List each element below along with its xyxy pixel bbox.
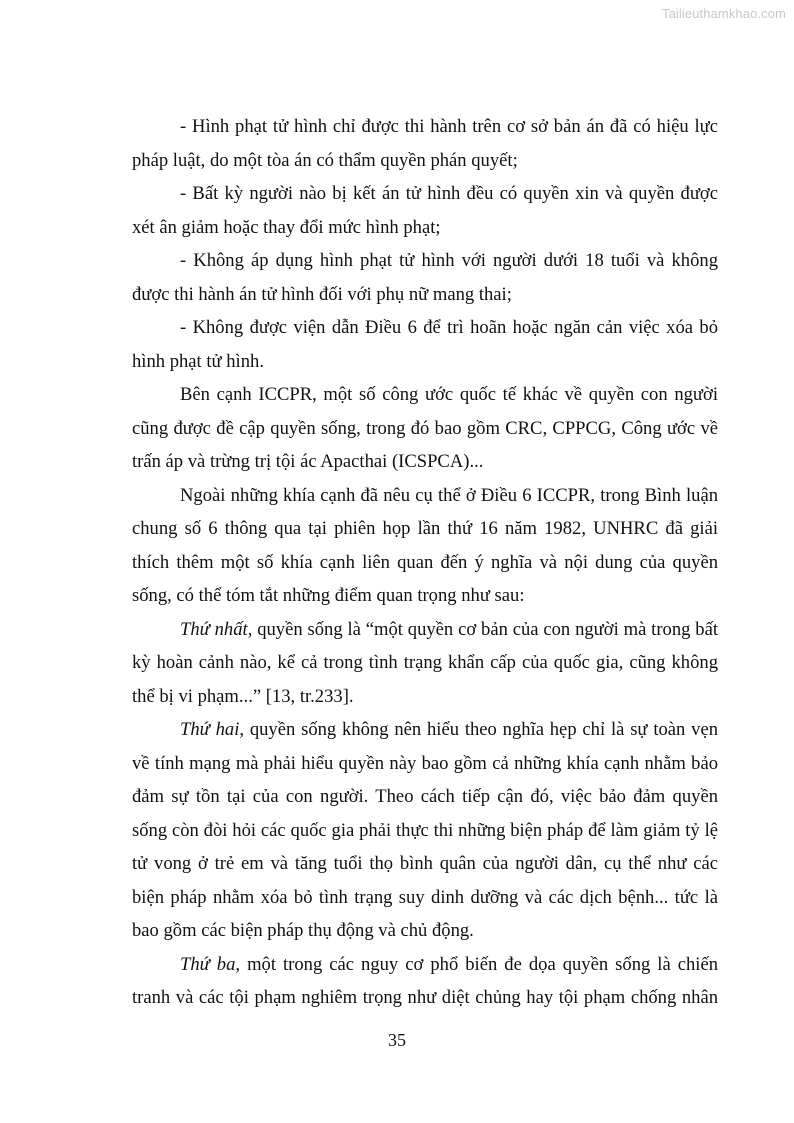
text-line: Bên cạnh ICCPR, một số công ước quốc tế khác về quyền con người xyxy=(180,384,718,405)
paragraph xyxy=(132,713,718,948)
text-line xyxy=(132,713,718,747)
text-line: sống còn đòi hỏi các quốc gia phải thực thi những biện pháp để làm giảm tỷ lệ xyxy=(132,819,718,841)
page-number: 35 xyxy=(388,1030,406,1050)
paragraph xyxy=(132,948,718,1015)
text-line: biện pháp nhằm xóa bỏ tình trạng suy dinh dưỡng và các dịch bệnh... tức là xyxy=(132,886,718,908)
text-line: tử vong ở trẻ em và tăng tuổi thọ bình quân của người dân, cụ thể như các xyxy=(132,853,718,874)
text-line: thích thêm một số khía cạnh liên quan đến ý nghĩa và nội dung của quyền xyxy=(132,551,718,573)
text-line: về tính mạng mà phải hiểu quyền này bao gồm cả những khía cạnh nhằm bảo xyxy=(132,752,718,774)
paragraph xyxy=(132,110,718,177)
text-line: tranh và các tội phạm nghiêm trọng như diệt chủng hay tội phạm chống nhân xyxy=(132,987,718,1008)
text-line xyxy=(132,613,718,647)
text-line: Ngoài những khía cạnh đã nêu cụ thể ở Điều 6 ICCPR, trong Bình luận xyxy=(180,484,718,506)
text-line: đảm sự tồn tại của con người. Theo cách tiếp cận đó, việc bảo đảm quyền xyxy=(132,786,718,807)
text-line-rest: một trong các nguy cơ phổ biến đe dọa quyền sống là chiến xyxy=(240,953,719,975)
text-line: xét ân giảm hoặc thay đổi mức hình phạt; xyxy=(132,216,441,238)
text-line: hình phạt tử hình. xyxy=(132,350,264,372)
text-line-rest: quyền sống là “một quyền cơ bản của con người mà trong bất xyxy=(252,618,718,640)
text-line xyxy=(132,948,718,982)
text-line: chung số 6 thông qua tại phiên họp lần thứ 16 năm 1982, UNHRC đã giải xyxy=(132,518,718,539)
paragraph xyxy=(132,378,718,479)
text-line: trấn áp và trừng trị tội ác Apacthai (ICSPCA)... xyxy=(132,451,484,472)
text-line: bao gồm các biện pháp thụ động và chủ động. xyxy=(132,920,474,941)
text-line: - Bất kỳ người nào bị kết án tử hình đều có quyền xin và quyền được xyxy=(180,183,718,204)
text-line: - Hình phạt tử hình chỉ được thi hành trên cơ sở bản án đã có hiệu lực xyxy=(180,116,718,137)
text-line: thể bị vi phạm...” [13, tr.233]. xyxy=(132,685,354,707)
text-line: sống, có thể tóm tắt những điểm quan trọng như sau: xyxy=(132,585,525,606)
paragraph xyxy=(132,479,718,613)
paragraph xyxy=(132,244,718,311)
text-line-rest: quyền sống không nên hiểu theo nghĩa hẹp chỉ là sự toàn vẹn xyxy=(244,719,718,740)
paragraph-lead: Thứ nhất, xyxy=(180,618,253,640)
paragraph xyxy=(132,613,718,714)
paragraph xyxy=(132,311,718,378)
text-line: kỳ hoàn cảnh nào, kể cả trong tình trạng khẩn cấp của quốc gia, cũng không xyxy=(132,652,718,673)
paragraph-lead: Thứ hai, xyxy=(180,719,245,740)
text-line: được thi hành án tử hình đối với phụ nữ mang thai; xyxy=(132,283,512,305)
text-line: pháp luật, do một tòa án có thẩm quyền phán quyết; xyxy=(132,149,518,171)
page-body xyxy=(132,110,718,1015)
text-line: cũng được đề cập quyền sống, trong đó bao gồm CRC, CPPCG, Công ước về xyxy=(132,417,718,439)
watermark-text: Tailieuthamkhao.com xyxy=(661,6,786,21)
paragraph xyxy=(132,177,718,244)
text-line: - Không áp dụng hình phạt tử hình với người dưới 18 tuổi và không xyxy=(180,250,718,271)
paragraph-lead: Thứ ba, xyxy=(180,953,241,975)
text-line: - Không được viện dẫn Điều 6 để trì hoãn hoặc ngăn cản việc xóa bỏ xyxy=(180,317,718,338)
